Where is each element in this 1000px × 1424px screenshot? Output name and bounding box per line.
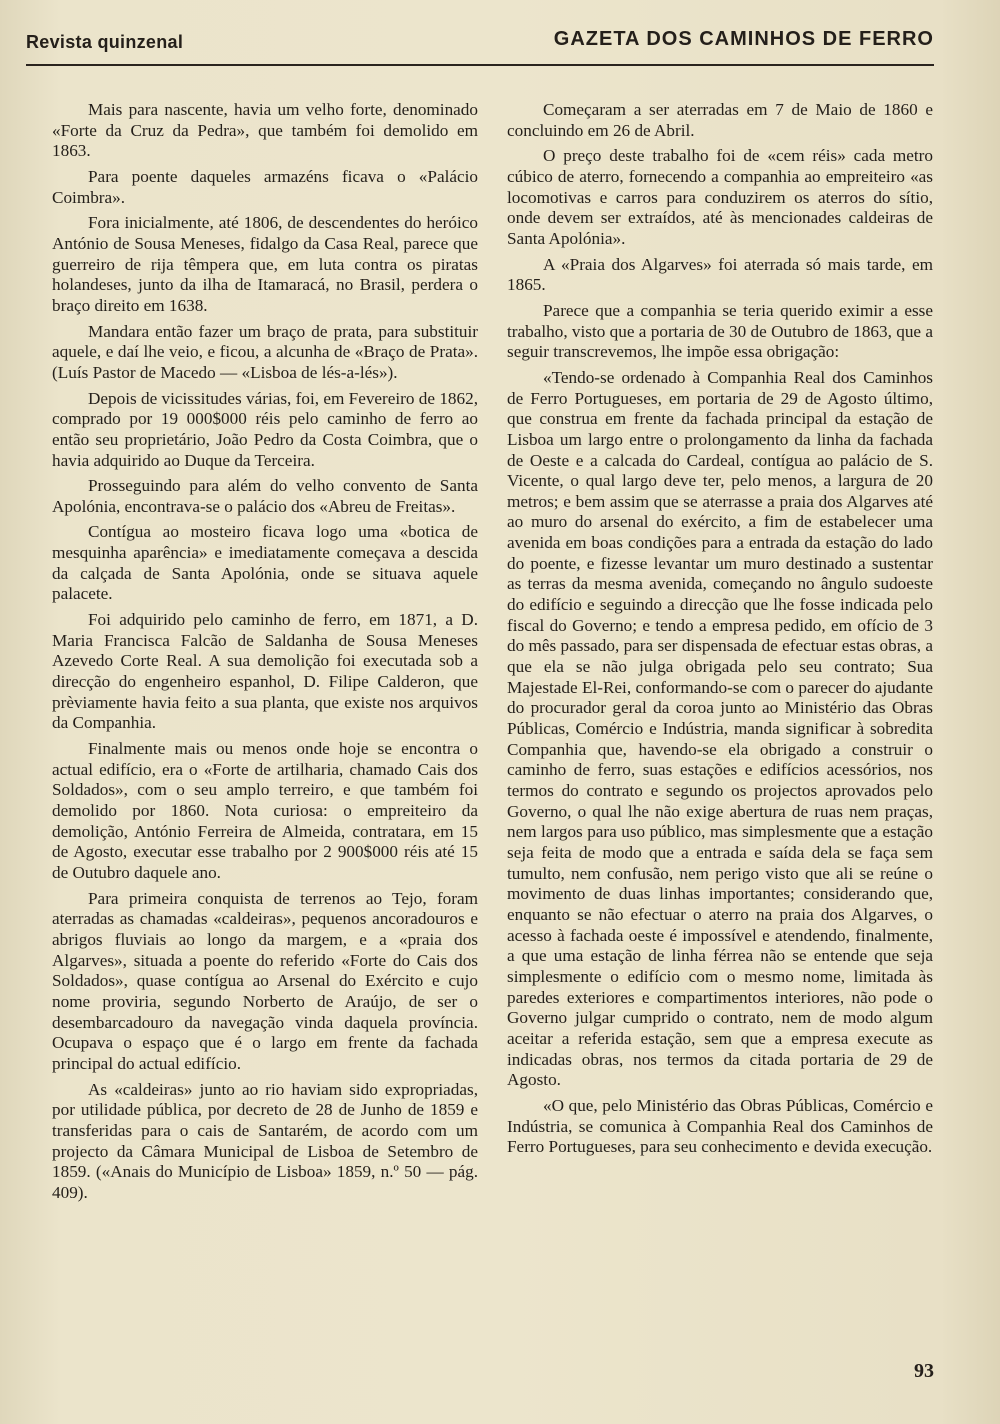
paragraph: Fora inicialmente, até 1806, de descendentes do heróico António de Sousa Meneses, fidalgo da Casa Real, parece que guerreiro de rija têmpera que, em luta contra os piratas holandeses, junto da ilha de Itamaracá, no Brasil, perdera o braço direito em 1638. (52, 213, 478, 315)
header-rule (26, 64, 934, 66)
paragraph: Contígua ao mosteiro ficava logo uma «botica de mesquinha aparência» e imediatamente começava a descida da calçada de Santa Apolónia, onde se situava aquele palacete. (52, 522, 478, 604)
paragraph: «O que, pelo Ministério das Obras Públicas, Comércio e Indústria, se comunica à Companhia Real dos Caminhos de Ferro Portugueses, para seu conhecimento e devida execução. (507, 1095, 933, 1157)
paragraph: Para primeira conquista de terrenos ao Tejo, foram aterradas as chamadas «caldeiras», pequenos ancoradouros e abrigos fluviais ao longo da margem, e a «praia dos Algarves», situada a poente do referido «Forte do Cais dos Soldados», quase contígua ao Arsenal do Exército e cujo nome proviria, segundo Norberto de Araújo, de ser o desembarcadouro da navegação vinda daquela província. Ocupava o espaço que é o largo em frente da fachada principal do actual edifício. (52, 888, 478, 1073)
running-header (26, 28, 934, 64)
paragraph: As «caldeiras» junto ao rio haviam sido expropriadas, por utilidade pública, por decreto de 28 de Junho de 1859 e transferidas para o cais de Santarém, de acordo com um projecto da Câmara Municipal de Lisboa de Setembro de 1859. («Anais do Município de Lisboa» 1859, n.º 50 — pág. 409). (52, 1079, 478, 1202)
paragraph: Mandara então fazer um braço de prata, para substituir aquele, e daí lhe veio, e ficou, a alcunha de «Braço de Prata». (Luís Pastor de Macedo — «Lisboa de lés-a-lés»). (52, 321, 478, 382)
paragraph: Para poente daqueles armazéns ficava o «Palácio Coimbra». (52, 166, 478, 207)
paragraph: Prosseguindo para além do velho convento de Santa Apolónia, encontrava-se o palácio dos «Abreu de Freitas». (52, 476, 478, 516)
paragraph: Depois de vicissitudes várias, foi, em Fevereiro de 1862, comprado por 19 000$000 réis pelo caminho de ferro ao então seu proprietário, João Pedro da Costa Coimbra, que o havia adquirido ao Duque da Terceira. (52, 388, 478, 470)
paragraph: Foi adquirido pelo caminho de ferro, em 1871, a D. Maria Francisca Falcão de Saldanha de Sousa Meneses Azevedo Corte Real. A sua demolição foi executada sob a direcção do engenheiro espanhol, D. Filipe Calderon, que prèviamente havia feito a sua planta, que existe nos arquivos da Companhia. (52, 610, 478, 733)
paragraph: Finalmente mais ou menos onde hoje se encontra o actual edifício, era o «Forte de artilharia, chamado Cais dos Soldados», com o seu amplo terreiro, e que também foi demolido por 1860. Nota curiosa: o empreiteiro da demolição, António Ferreira de Almeida, contratara, em 15 de Agosto, executar esse trabalho por 2 900$000 réis até 15 de Outubro daquele ano. (52, 739, 478, 882)
header-section-label: Revista quinzenal (26, 32, 184, 52)
right-column (507, 100, 933, 1163)
header-publication-title: GAZETA DOS CAMINHOS DE FERRO (553, 28, 934, 50)
page-number: 93 (914, 1360, 934, 1382)
paragraph: O preço deste trabalho foi de «cem réis» cada metro cúbico de aterro, fornecendo a companhia ao empreiteiro «as locomotivas e carros para conduzirem os aterros do sítio, onde devem ser extraídos, até às mencionades caldeiras de Santa Apolónia». (507, 146, 933, 248)
paragraph: A «Praia dos Algarves» foi aterrada só mais tarde, em 1865. (507, 254, 933, 295)
paragraph: Parece que a companhia se teria querido eximir a esse trabalho, visto que a portaria de 30 de Outubro de 1863, que a seguir transcrevemos, lhe impõe essa obrigação: (507, 300, 933, 362)
paragraph: Mais para nascente, havia um velho forte, denominado «Forte da Cruz da Pedra», que também foi demolido em 1863. (52, 100, 478, 161)
paragraph: «Tendo-se ordenado à Companhia Real dos Caminhos de Ferro Portugueses, em portaria de 29 de Agosto último, que construa em frente da fachada principal da estação de Lisboa um largo entre o prolongamento da linha da fachada de Oeste e a calcada do Cardeal, contígua ao palácio de S. Vicente, o qual largo deve ter, pelo menos, a largura de 20 metros; e bem assim que se aterrasse a praia dos Algarves até ao muro do arsenal do exército, a fim de estabelecer uma avenida em boas condições para a entrada da estação do lado do poente, e fizesse levantar um muro destinado a sustentar as terras da mesma avenida, começando no ângulo sudoeste do edifício e seguindo a direcção que lhe fosse indicada pelo fiscal do Governo; e tendo a empresa pedido, em ofício de 3 do mês passado, para ser dispensada de efectuar estas obras, a que ela se não julga obrigada pelo seu contrato; Sua Majestade El-Rei, conformando-se com o parecer do ajudante do procurador geral da coroa junto ao Ministério das Obras Públicas, Comércio e Indústria, manda significar à sobredita Companhia que, havendo-se ela obrigado a construir o caminho de ferro, suas estações e edifícios acessórios, nos termos do contrato e segundo os projectos aprovados pelo Governo, o qual lhe não exige abertura de ruas nem praças, nem largos para uso público, mas simplesmente que a estação seja feita de modo que a entrada e saída dela se faça sem tumulto, nem confusão, nem perigo visto que ali se reúne o movimento de duas linhas importantes; considerando que, enquanto se não efectuar o aterro na praia dos Algarves, o acesso à fachada oeste é impossível e atendendo, finalmente, a que uma estação de linha férrea não se entende que seja simplesmente o edifício com o mesmo nome, limitada às paredes exteriores e compartimentos interiores, não pode o Governo julgar cumprido o contrato, nem de modo algum aceitar a referida estação, sem que a empresa execute as indicadas obras, nos termos da citada portaria de 29 de Agosto. (507, 367, 933, 1090)
paragraph: Começaram a ser aterradas em 7 de Maio de 1860 e concluindo em 26 de Abril. (507, 100, 933, 140)
left-column (52, 100, 478, 1208)
